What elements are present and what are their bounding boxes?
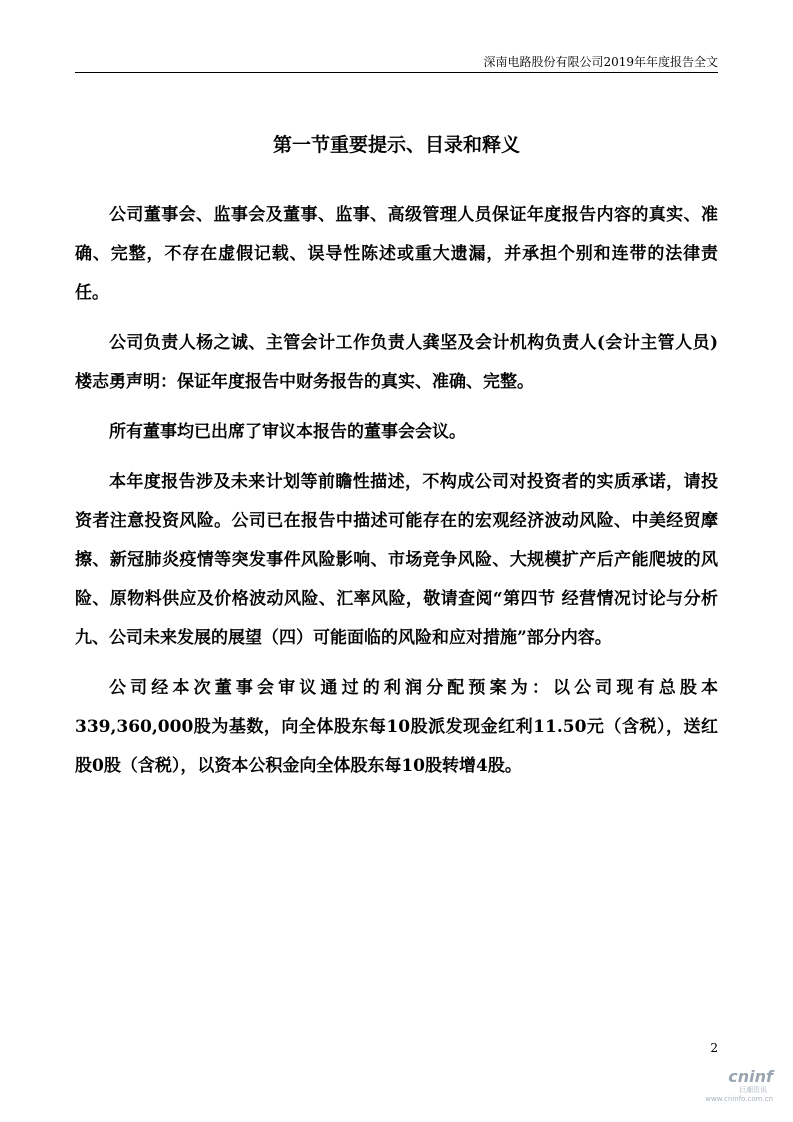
cninfo-url: www.cninfo.com.cn <box>705 1095 773 1103</box>
cninfo-logo: cninf <box>728 1067 773 1086</box>
cninfo-subtitle: 巨潮资讯 <box>739 1086 767 1094</box>
body-text <box>75 196 718 797</box>
paragraph-responsibility-statement: 公司董事会、监事会及董事、监事、高级管理人员保证年度报告内容的真实、准确、完整，不存在虚假记载、误导性陈述或重大遗漏，并承担个别和连带的法律责任。 <box>75 205 718 303</box>
report-title-header: 深南电路股份有限公司2019年年度报告全文 <box>483 55 718 69</box>
paragraph-risk-warning: 本年度报告涉及未来计划等前瞻性描述，不构成公司对投资者的实质承诺，请投资者注意投资风险。公司已在报告中描述可能存在的宏观经济波动风险、中美经贸摩擦、新冠肺炎疫情等突发事件风险影响、市场竞争风险、大规模扩产后产能爬坡的风险、原物料供应及价格波动风险、汇率风险，敬请查阅“第四节 经营情况讨论与分析 九、公司未来发展的展望（四）可能面临的风险和应对措施”部分内容。 <box>75 472 718 648</box>
page-header <box>75 54 718 73</box>
paragraph-profit-distribution: 公司经本次董事会审议通过的利润分配预案为：以公司现有总股本339,360,000股为基数，向全体股东每10股派发现金红利11.50元（含税），送红股0股（含税），以资本公积金向全体股东每10股转增4股。 <box>75 678 718 776</box>
paragraph-financial-declaration: 公司负责人杨之诚、主管会计工作负责人龚坚及会计机构负责人(会计主管人员)楼志勇声明：保证年度报告中财务报告的真实、准确、完整。 <box>75 333 718 392</box>
cninfo-watermark <box>697 1068 773 1108</box>
paragraph-board-attendance: 所有董事均已出席了审议本报告的董事会会议。 <box>109 422 466 442</box>
section-title: 第一节重要提示、目录和释义 <box>272 134 520 156</box>
page-number: 2 <box>710 1041 718 1055</box>
